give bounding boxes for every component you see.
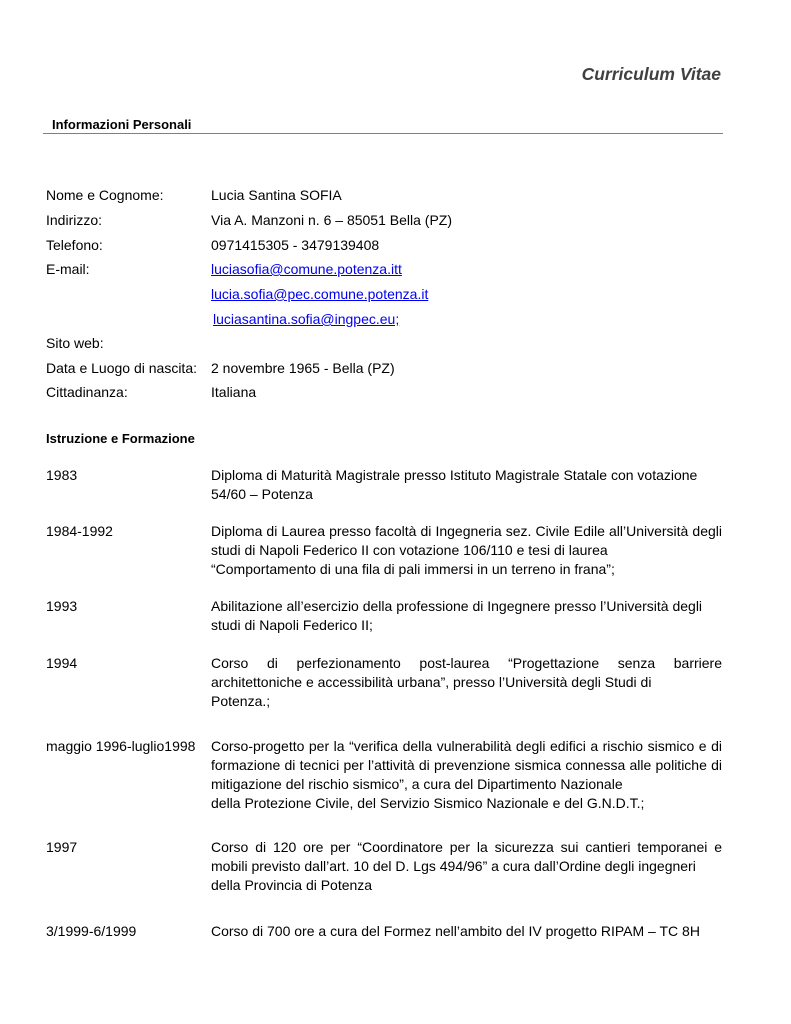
education-date: 1983	[46, 467, 78, 483]
email-row	[46, 258, 726, 280]
document-title: Curriculum Vitae	[581, 64, 721, 84]
education-description: Corso di perfezionamento post-laurea “Progettazione senza barriere architettoniche e accessibilità urbana”, presso l’Università degli Studi di Potenza.;	[211, 655, 722, 709]
email-row-2	[46, 283, 726, 305]
email-label: E-mail:	[46, 261, 90, 277]
citizenship-value: Italiana	[211, 384, 257, 400]
education-heading: Istruzione e Formazione	[46, 431, 195, 446]
email-link-2[interactable]: lucia.sofia@pec.comune.potenza.it	[211, 286, 429, 302]
education-description: Corso di 700 ore a cura del Formez nell’ambito del IV progetto RIPAM – TC 8H	[211, 923, 700, 939]
name-value: Lucia Santina SOFIA	[211, 187, 342, 203]
education-description: Abilitazione all’esercizio della professione di Ingegnere presso l’Università degli studi di Napoli Federico II;	[211, 598, 703, 633]
phone-row	[46, 234, 726, 256]
birth-row	[46, 357, 726, 379]
education-date: 1994	[46, 655, 78, 671]
address-label: Indirizzo:	[46, 212, 103, 228]
citizenship-label: Cittadinanza:	[46, 384, 128, 400]
education-date: 1993	[46, 598, 78, 614]
website-row	[46, 332, 726, 354]
heading-divider	[43, 133, 723, 134]
personal-info-heading: Informazioni Personali	[52, 117, 192, 132]
education-date: 1984-1992	[46, 523, 113, 539]
email-link-3[interactable]: luciasantina.sofia@ingpec.eu;	[213, 311, 400, 327]
phone-label: Telefono:	[46, 237, 103, 253]
name-row	[46, 184, 726, 206]
education-description: Diploma di Laurea presso facoltà di Ingegneria sez. Civile Edile all’Università degli studi di Napoli Federico II con votazione 106/110 e tesi di laurea “Comportamento di una fila di pali immersi in un terreno in frana”;	[211, 523, 722, 577]
education-description: Diploma di Maturità Magistrale presso Istituto Magistrale Statale con votazione 54/60 – Potenza	[211, 467, 698, 502]
birth-value: 2 novembre 1965 - Bella (PZ)	[211, 360, 395, 376]
address-row	[46, 209, 726, 231]
education-date: 1997	[46, 839, 78, 855]
education-date: 3/1999-6/1999	[46, 923, 137, 939]
email-link-1[interactable]: luciasofia@comune.potenza.itt	[211, 261, 402, 277]
education-description: Corso di 120 ore per “Coordinatore per la sicurezza sui cantieri temporanei e mobili previsto dall’art. 10 del D. Lgs 494/96” a cura dall’Ordine degli ingegneri della Provincia di Potenza	[211, 839, 722, 893]
birth-label: Data e Luogo di nascita:	[46, 360, 197, 376]
education-description: Corso-progetto per la “verifica della vulnerabilità degli edifici a rischio sismico e di formazione di tecnici per l’attività di prevenzione sismica connessa alle politiche di mitigazione del rischio sismico”, a cura del Dipartimento Nazionale della Protezione Civile, del Servizio Sismico Nazionale e del G.N.D.T.;	[211, 738, 722, 811]
name-label: Nome e Cognome:	[46, 187, 164, 203]
education-date: maggio 1996-luglio1998	[46, 738, 196, 754]
address-value: Via A. Manzoni n. 6 – 85051 Bella (PZ)	[211, 212, 452, 228]
citizenship-row	[46, 381, 726, 403]
email-row-3	[46, 308, 726, 330]
phone-value: 0971415305 - 3479139408	[211, 237, 380, 253]
website-label: Sito web:	[46, 335, 104, 351]
